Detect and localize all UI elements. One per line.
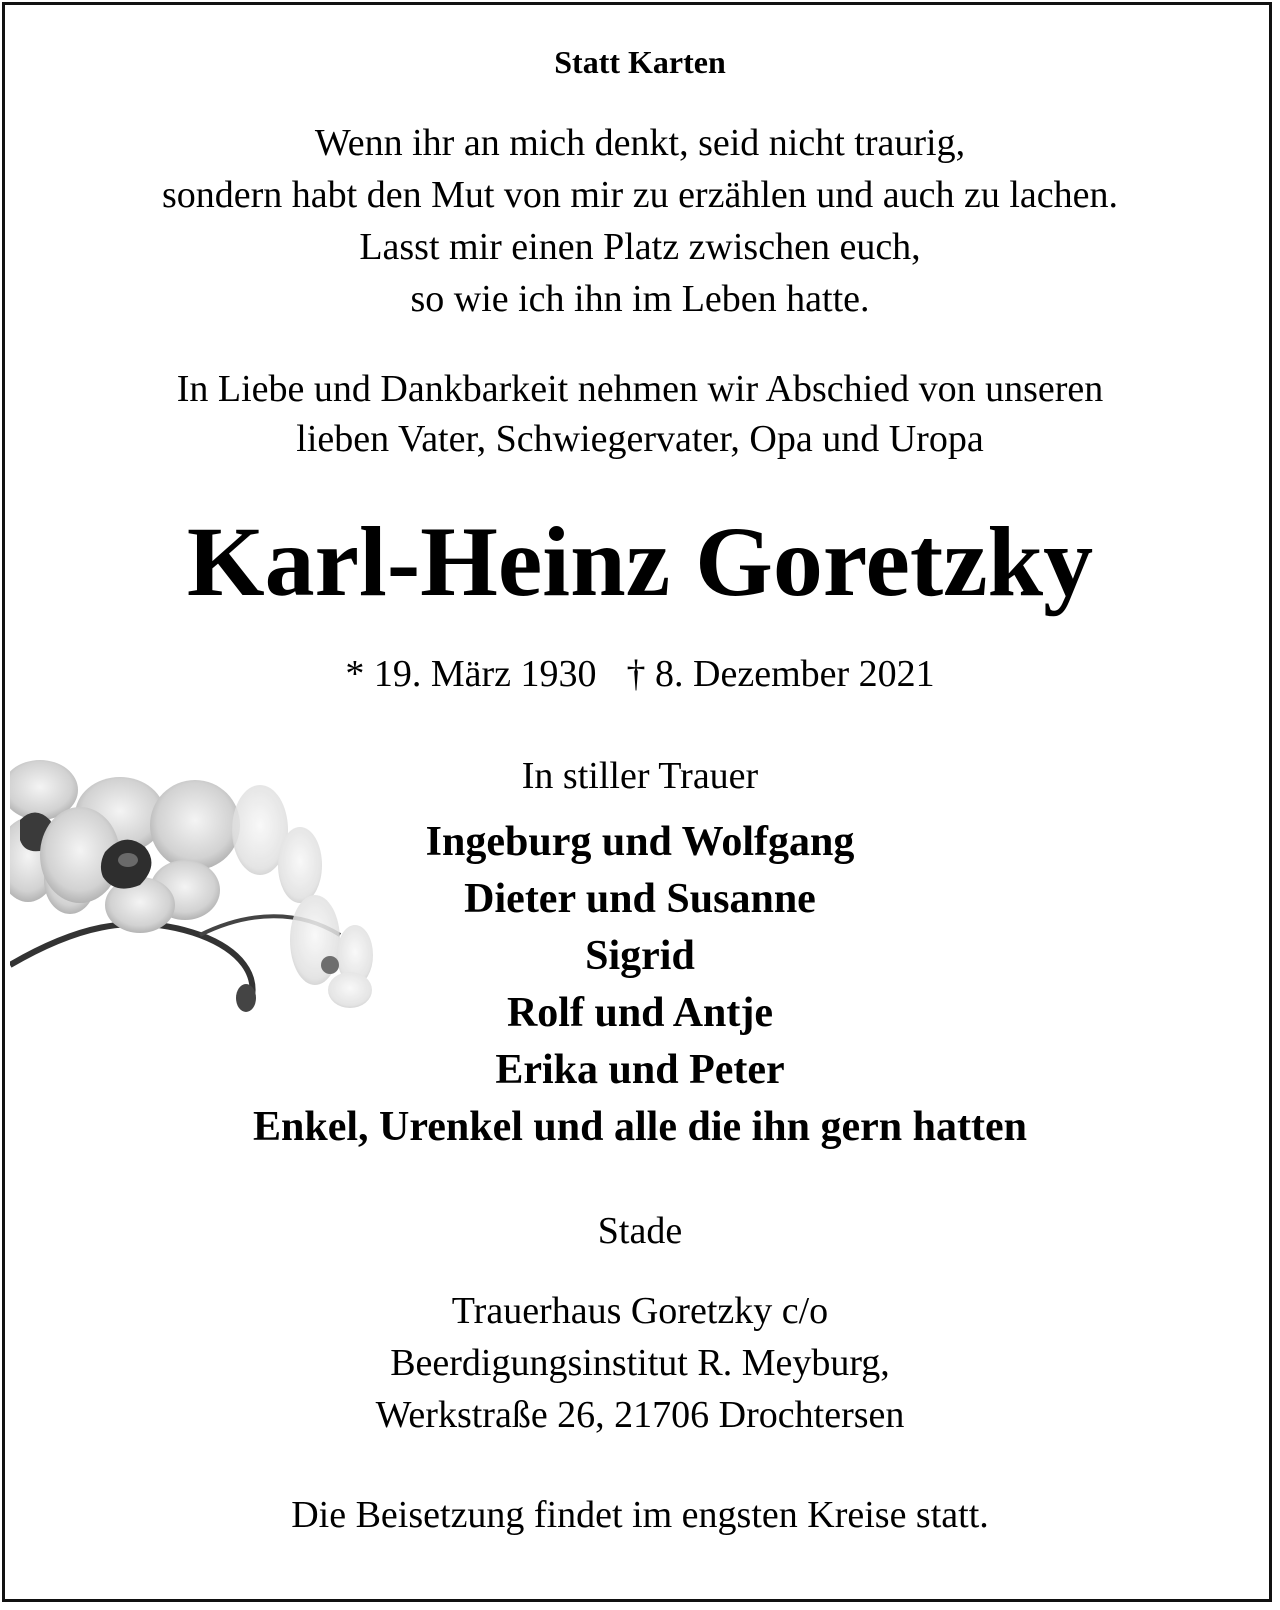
mourner-line: Ingeburg und Wolfgang [425,819,855,865]
birth-date: * 19. März 1930 [345,653,597,695]
mourner-line: Enkel, Urenkel und alle die ihn gern hatten [252,1104,1027,1150]
poem-line: Lasst mir einen Platz zwischen euch, [359,226,921,268]
poem-line: Wenn ihr an mich denkt, seid nicht traurig, [314,122,966,164]
deceased-name: Karl-Heinz Goretzky [186,506,1094,617]
notice-header: Statt Karten [554,44,726,80]
intro-line: In Liebe und Dankbarkeit nehmen wir Abschied von unseren [176,368,1104,410]
place-name: Stade [597,1210,683,1252]
address-line: Beerdigungsinstitut R. Meyburg, [390,1342,890,1384]
poem-line: sondern habt den Mut von mir zu erzählen und auch zu lachen. [161,174,1118,216]
mourner-line: Sigrid [585,933,695,979]
death-date: † 8. Dezember 2021 [626,653,935,695]
address-line: Werkstraße 26, 21706 Drochtersen [375,1394,905,1436]
mourner-line: Dieter und Susanne [464,876,816,922]
address-line: Trauerhaus Goretzky c/o [451,1290,829,1332]
intro-line: lieben Vater, Schwiegervater, Opa und Uropa [296,418,984,460]
poem-line: so wie ich ihn im Leben hatte. [410,278,870,320]
life-dates [0,655,1280,693]
mourning-label: In stiller Trauer [521,755,759,797]
mourner-line: Erika und Peter [495,1047,785,1093]
burial-note: Die Beisetzung findet im engsten Kreise statt. [291,1494,989,1536]
mourner-line: Rolf und Antje [506,990,774,1036]
